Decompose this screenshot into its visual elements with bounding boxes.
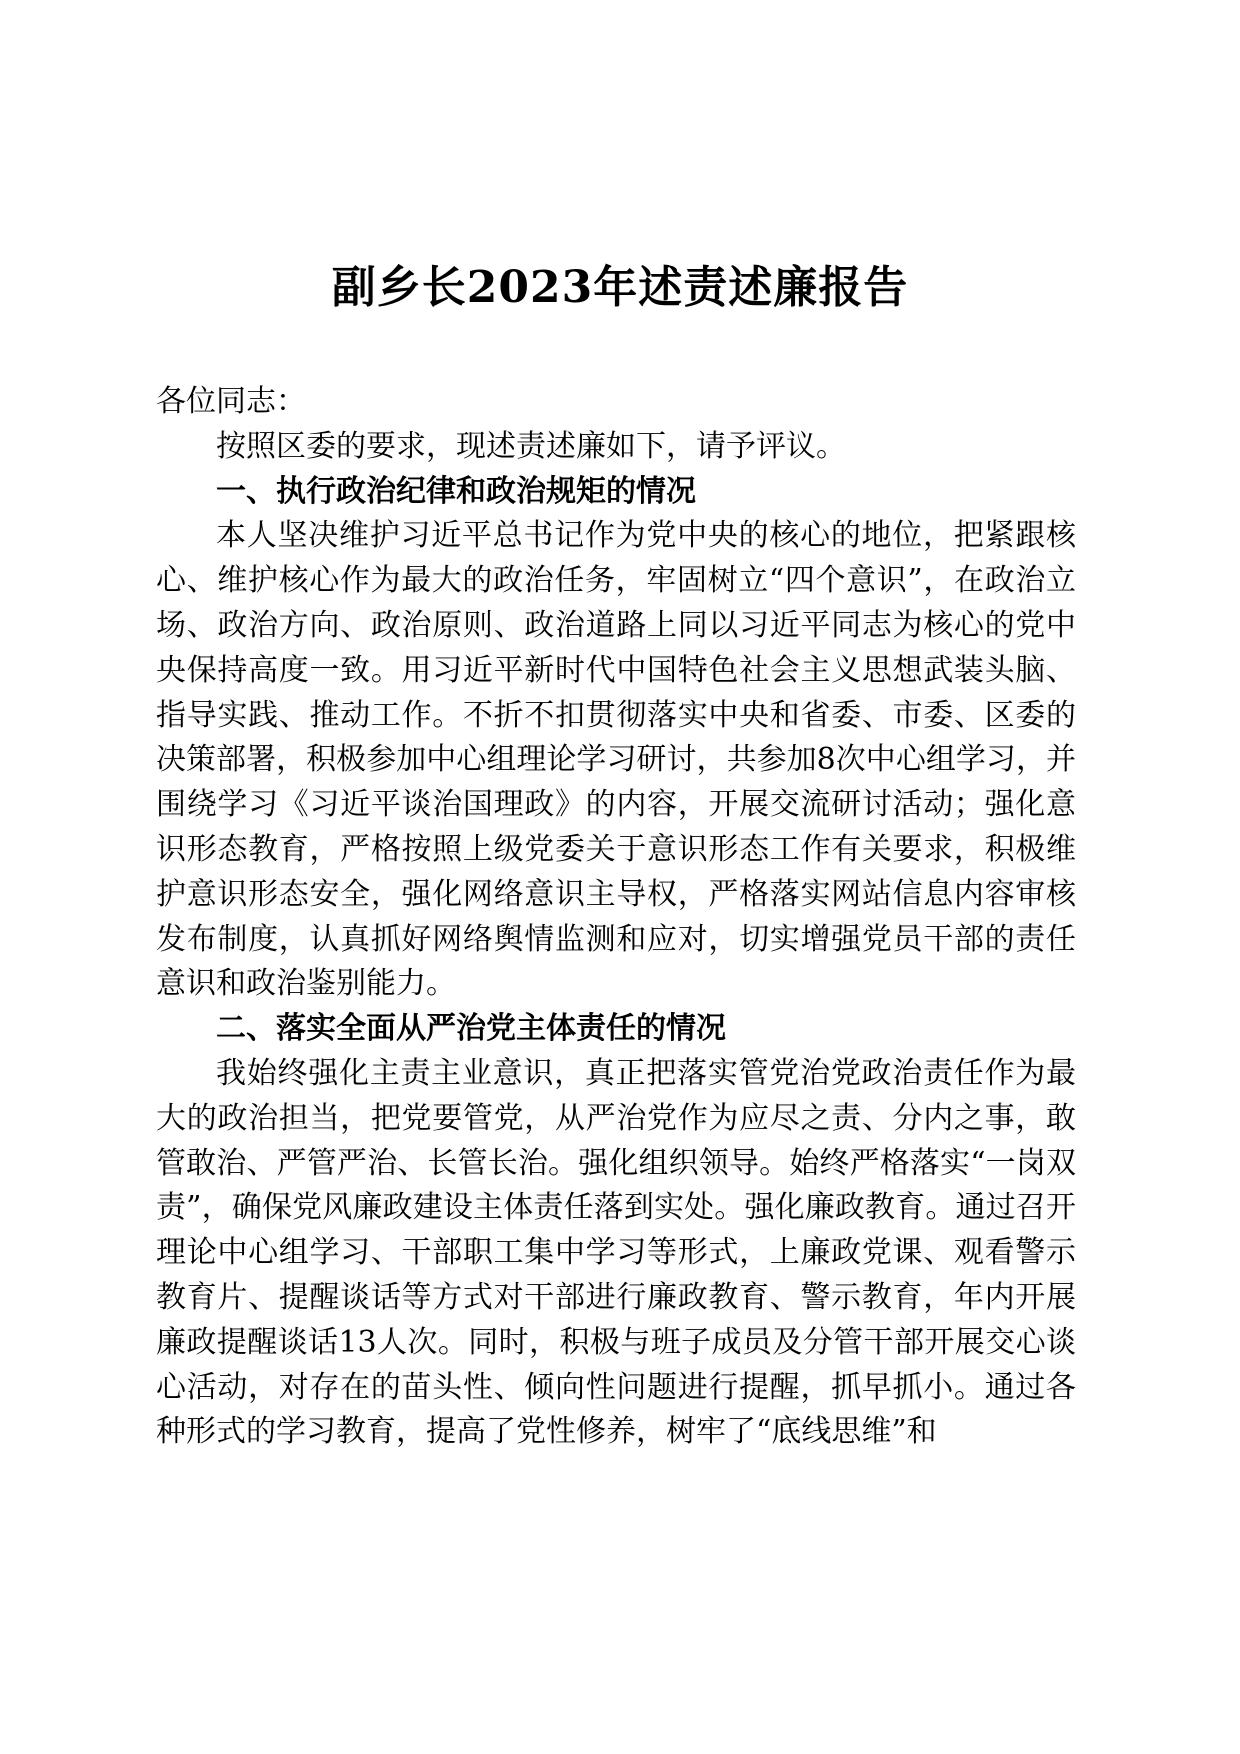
section-heading-2: 二、落实全面从严治党主体责任的情况 [216,1011,726,1047]
salutation: 各位同志： [156,384,306,419]
document-title: 副乡长2023年述责述廉报告 [331,262,909,313]
section-paragraph-1: 本人坚决维护习近平总书记作为党中央的核心的地位，把紧跟核心、维护核心作为最大的政治任务，牢固树立“四个意识”，在政治立场、政治方向、政治原则、政治道路上同以习近平同志为核心的党中央保持高度一致。用习近平新时代中国特色社会主义思想武装头脑、指导实践、推动工作。不折不扣贯彻落实中央和省委、市委、区委的决策部署，积极参加中心组理论学习研讨，共参加8次中心组学习，并围绕学习《习近平谈治国理政》的内容，开展交流研讨活动；强化意识形态教育，严格按照上级党委关于意识形态工作有关要求，积极维护意识形态安全，强化网络意识主导权，严格落实网站信息内容审核发布制度，认真抓好网络舆情监测和应对，切实增强党员干部的责任意识和政治鉴别能力。 [156,518,1076,1002]
section-heading-1: 一、执行政治纪律和政治规矩的情况 [216,473,696,509]
intro-paragraph: 按照区委的要求，现述责述廉如下，请予评议。 [216,428,846,464]
document-body [156,380,1076,1455]
section-paragraph-2: 我始终强化主责主业意识，真正把落实管党治党政治责任作为最大的政治担当，把党要管党，从严治党作为应尽之责、分内之事，敢管敢治、严管严治、长管长治。强化组织领导。始终严格落实“一岗双责”，确保党风廉政建设主体责任落到实处。强化廉政教育。通过召开理论中心组学习、干部职工集中学习等形式，上廉政党课、观看警示教育片、提醒谈话等方式对干部进行廉政教育、警示教育，年内开展廉政提醒谈话13人次。同时，积极与班子成员及分管干部开展交心谈心活动，对存在的苗头性、倾向性问题进行提醒，抓早抓小。通过各种形式的学习教育，提高了党性修养，树牢了“底线思维”和 [156,1055,1076,1450]
